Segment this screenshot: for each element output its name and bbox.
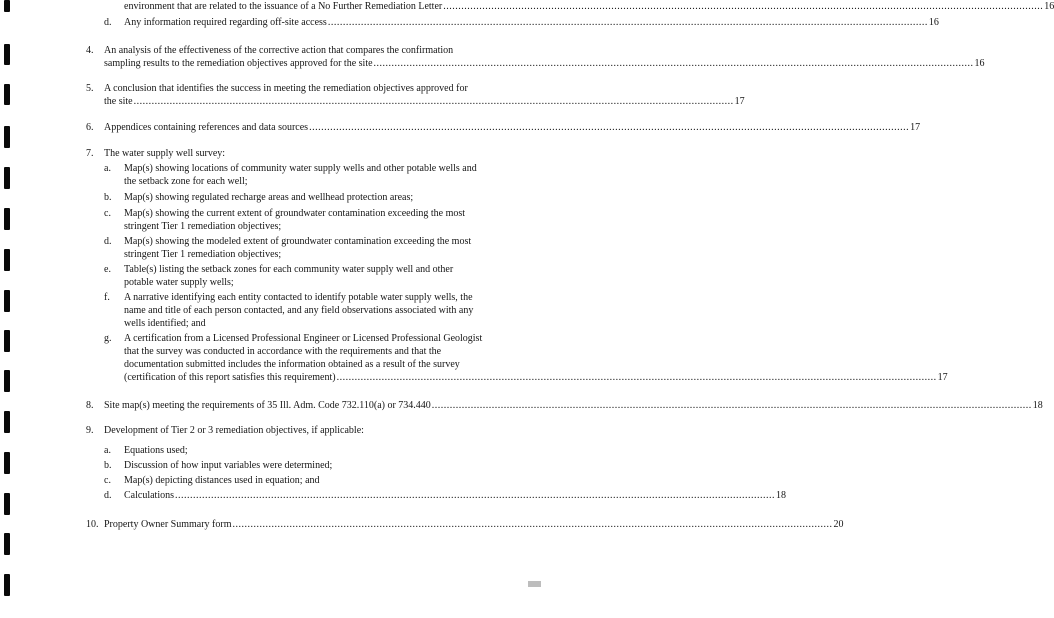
- binder-mark: [4, 44, 10, 65]
- toc-entry: sampling results to the remediation objectives approved for the site ..... 16: [104, 57, 555, 70]
- toc-sub-text: wells identified; and: [124, 318, 206, 329]
- toc-sub-text: Map(s) showing the modeled extent of groundwater contamination exceeding the most: [124, 236, 472, 247]
- binder-mark: [4, 249, 10, 271]
- toc-entry-text: An analysis of the effectiveness of the corrective action that compares the confirmation: [104, 45, 454, 56]
- toc-marker: 5.: [86, 83, 94, 94]
- toc-sub-marker: b.: [104, 460, 112, 471]
- toc-marker: 8.: [86, 400, 94, 411]
- toc-sub-marker: a.: [104, 445, 111, 456]
- binder-mark: [4, 411, 10, 433]
- toc-sub-text: potable water supply wells;: [124, 277, 234, 288]
- binder-mark: [4, 330, 10, 352]
- binder-mark: [4, 533, 10, 555]
- toc-sub-marker: c.: [104, 208, 111, 219]
- toc-sub-text: that the survey was conducted in accordance with the requirements and that the: [124, 346, 442, 357]
- toc-entry: Appendices containing references and data sources ..... 17: [104, 121, 555, 134]
- toc-sub-text: Map(s) depicting distances used in equation; and: [124, 475, 320, 486]
- toc-marker: 4.: [86, 45, 94, 56]
- toc-sub-text: documentation submitted includes the information obtained as a result of the survey: [124, 359, 460, 370]
- binder-mark: [4, 126, 10, 148]
- binder-mark: [4, 208, 10, 230]
- toc-sub-marker: a.: [104, 163, 111, 174]
- toc-marker: 9.: [86, 425, 94, 436]
- toc-entry: Any information required regarding off-site access ..... 16: [124, 16, 555, 29]
- toc-sub-marker: d.: [104, 236, 112, 247]
- binder-mark: [4, 493, 10, 515]
- toc-marker: d.: [104, 17, 112, 28]
- binder-mark: [4, 84, 10, 105]
- toc-entry: Property Owner Summary form ..... 20: [104, 518, 555, 531]
- binder-mark: [4, 0, 10, 12]
- toc-sub-marker: g.: [104, 333, 112, 344]
- toc-sub-marker: c.: [104, 475, 111, 486]
- toc-entry-text: A conclusion that identifies the success in meeting the remediation objectives approved for: [104, 83, 468, 94]
- toc-sub-text: stringent Tier 1 remediation objectives;: [124, 249, 282, 260]
- binder-mark: [4, 290, 10, 312]
- toc-entry: the site ..... 17: [104, 95, 555, 108]
- toc-sub-text: Map(s) showing locations of community water supply wells and other potable wells and: [124, 163, 477, 174]
- toc-entry-text: Development of Tier 2 or 3 remediation objectives, if applicable:: [104, 425, 364, 436]
- toc-sub-marker: f.: [104, 292, 110, 303]
- toc-sub-marker: d.: [104, 490, 112, 501]
- toc-sub-text: Map(s) showing the current extent of groundwater contamination exceeding the most: [124, 208, 466, 219]
- toc-sub-text: A narrative identifying each entity contacted to identify potable water supply wells, the: [124, 292, 473, 303]
- binder-mark: [4, 370, 10, 392]
- toc-entry-text: The water supply well survey:: [104, 148, 226, 159]
- toc-entry: environment that are related to the issuance of a No Further Remediation Letter ..... 16: [124, 0, 555, 13]
- binder-mark: [4, 574, 10, 596]
- toc-sub-marker: e.: [104, 264, 111, 275]
- toc-sub-text: A certification from a Licensed Professional Engineer or Licensed Professional Geologist: [124, 333, 483, 344]
- toc-sub-text: stringent Tier 1 remediation objectives;: [124, 221, 282, 232]
- toc-entry: (certification of this report satisfies this requirement) ..... 17: [124, 371, 555, 384]
- toc-marker: 7.: [86, 148, 94, 159]
- toc-marker: 10.: [86, 519, 99, 530]
- toc-entry: Site map(s) meeting the requirements of 35 Ill. Adm. Code 732.110(a) or 734.440 ..... 18: [104, 399, 555, 412]
- toc-sub-text: name and title of each person contacted, and any field observations associated with any: [124, 305, 474, 316]
- toc-sub-text: Equations used;: [124, 445, 188, 456]
- toc-sub-text: Map(s) showing regulated recharge areas and wellhead protection areas;: [124, 192, 414, 203]
- scan-mark: [528, 581, 541, 587]
- toc-sub-text: the setback zone for each well;: [124, 176, 248, 187]
- binder-mark: [4, 452, 10, 474]
- toc-sub-marker: b.: [104, 192, 112, 203]
- toc-sub-text: Table(s) listing the setback zones for each community water supply well and other: [124, 264, 454, 275]
- toc-entry: Calculations ..... 18: [124, 489, 555, 502]
- toc-marker: 6.: [86, 122, 94, 133]
- toc-sub-text: Discussion of how input variables were determined;: [124, 460, 333, 471]
- binder-mark: [4, 167, 10, 189]
